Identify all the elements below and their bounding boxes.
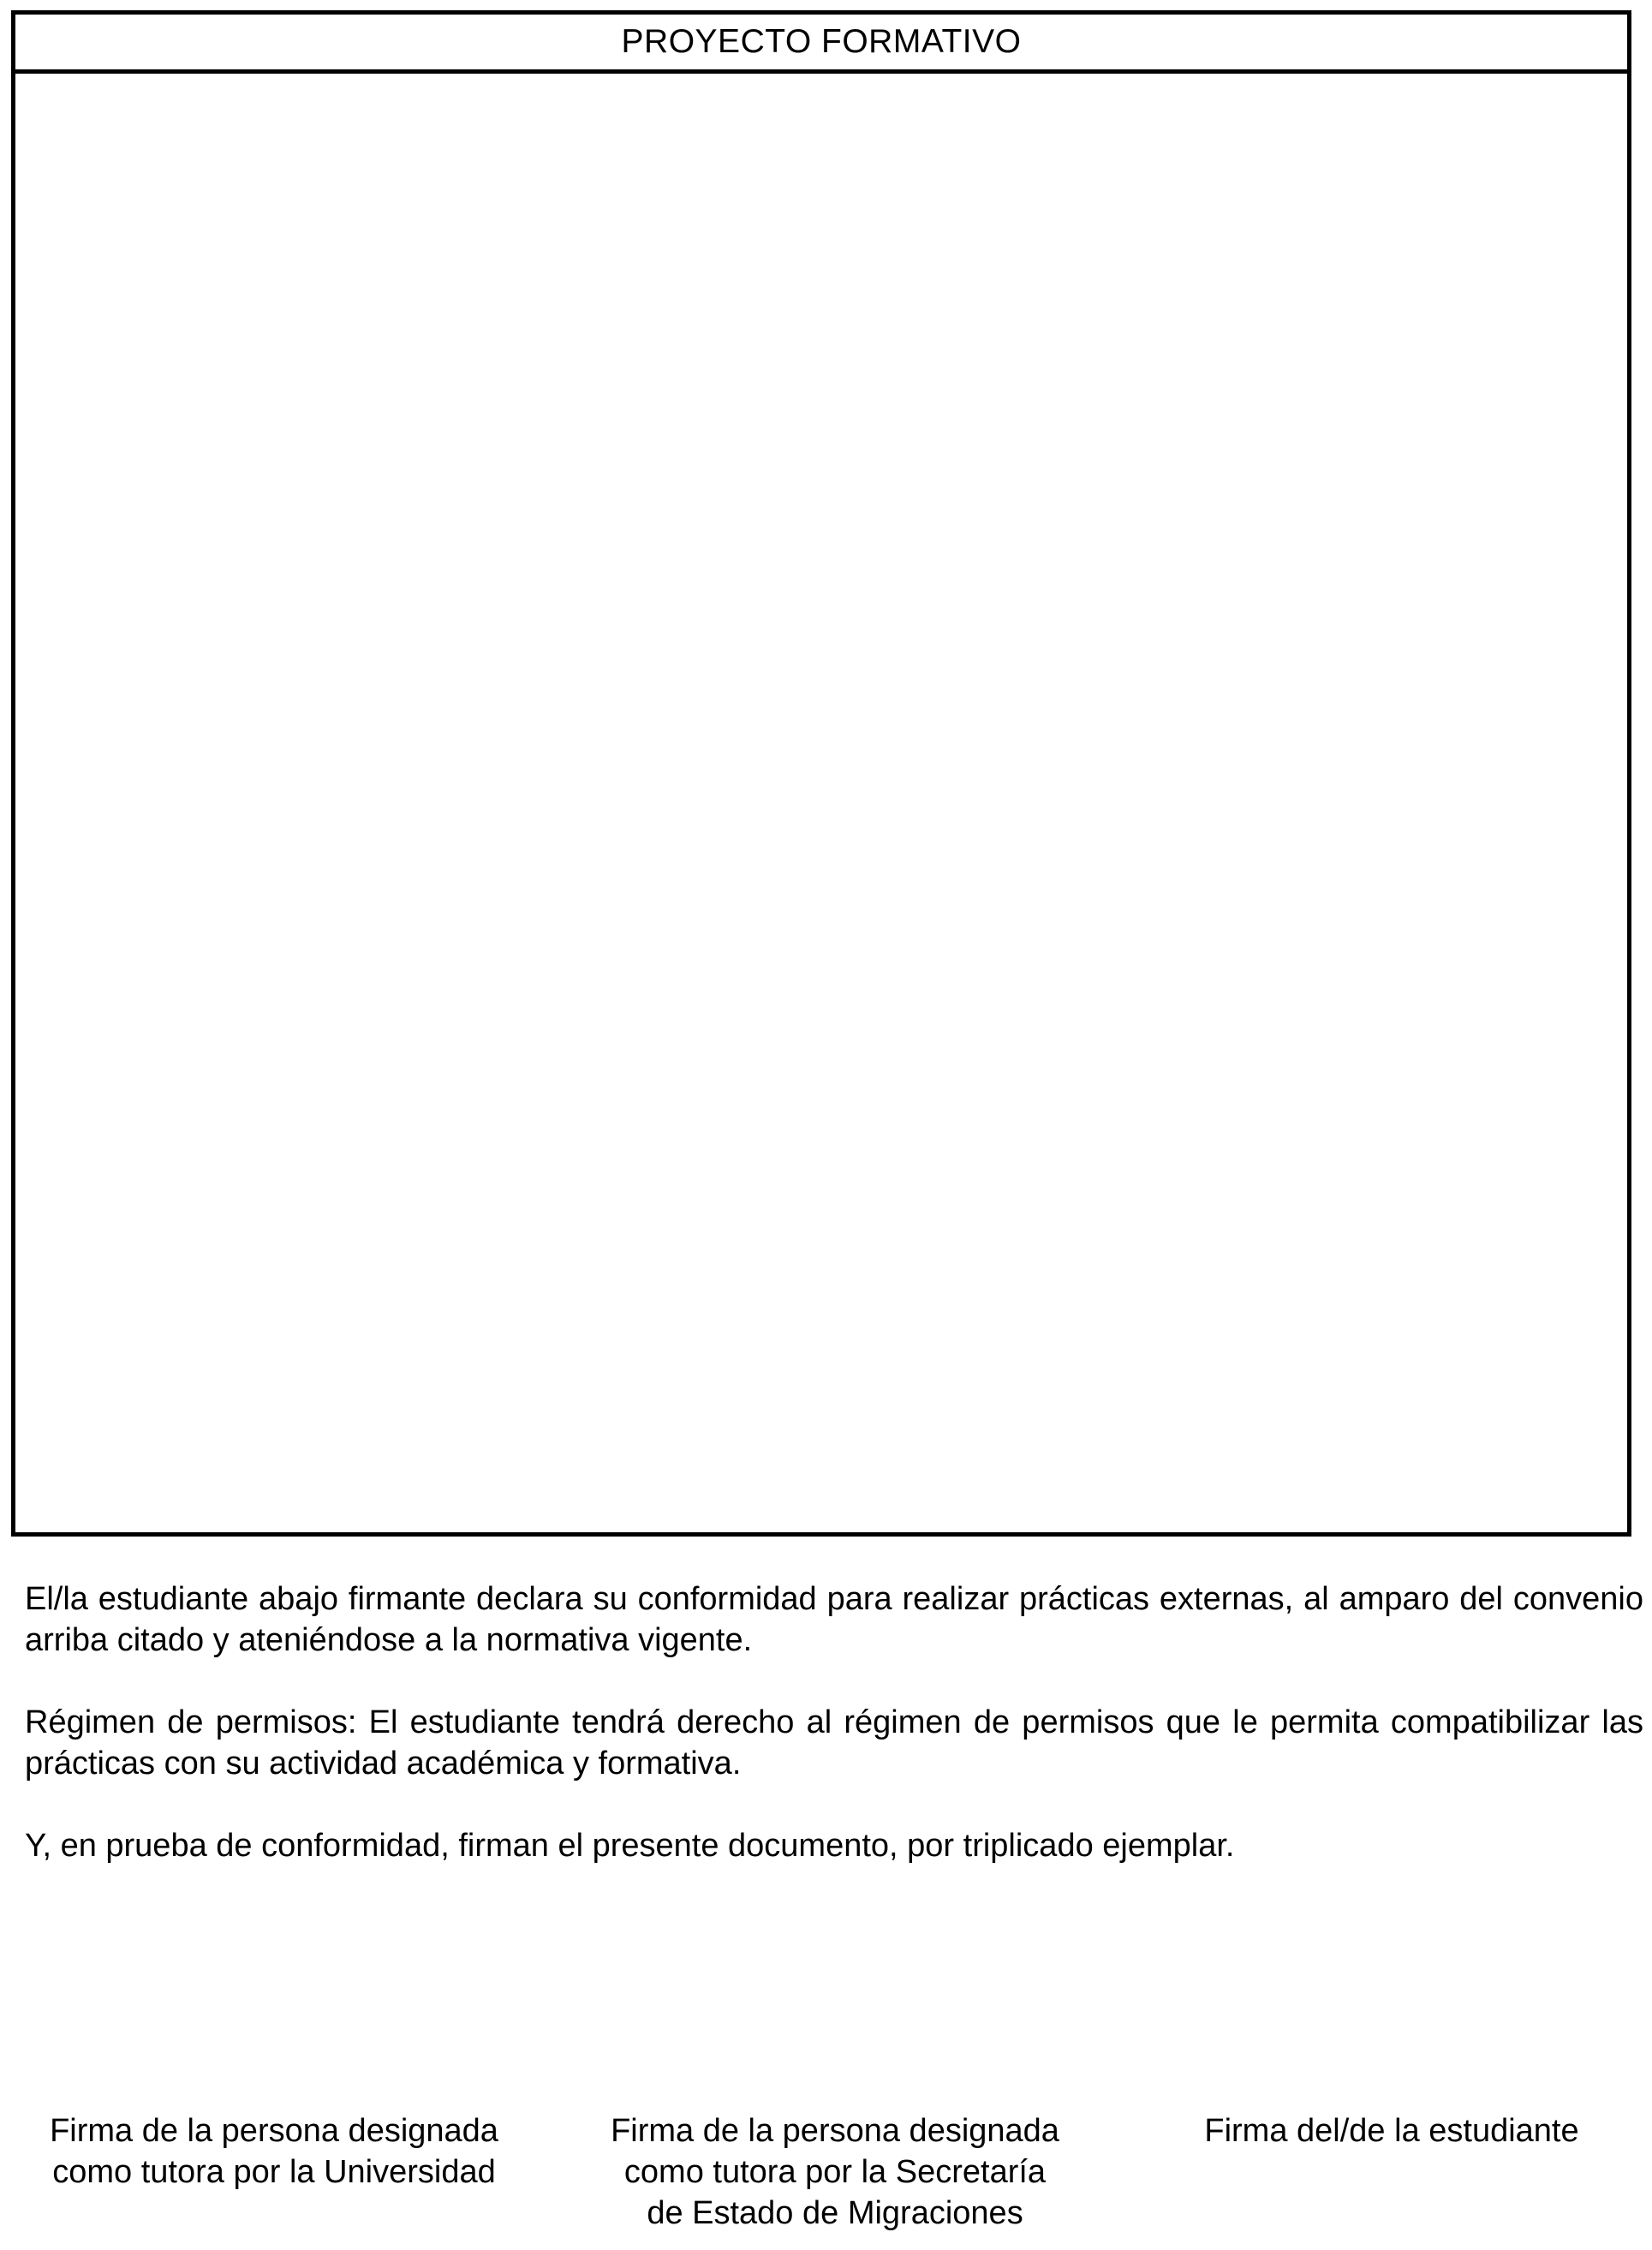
- form-content-area[interactable]: [15, 74, 1627, 1532]
- ministry-tutor-signature-label: Firma de la persona designada como tutora por la Secretaría de Estado de Migraciones: [611, 2113, 1059, 2231]
- form-title: PROYECTO FORMATIVO: [15, 15, 1627, 74]
- student-signature-label: Firma del/de la estudiante: [1204, 2113, 1579, 2149]
- permits-paragraph: Régimen de permisos: El estudiante tendrá derecho al régimen de permisos que le permita compatibilizar las prácticas con su actividad académica y formativa.: [25, 1704, 1643, 1781]
- conformity-paragraph: El/la estudiante abajo firmante declara su conformidad para realizar prácticas externas, al amparo del convenio arriba citado y ateniéndose a la normativa vigente.: [25, 1581, 1643, 1658]
- closing-paragraph: Y, en prueba de conformidad, firman el presente documento, por triplicado ejemplar.: [25, 1828, 1235, 1864]
- university-tutor-signature-label: Firma de la persona designada como tutora por la Universidad: [50, 2113, 498, 2190]
- project-form-box: [11, 10, 1631, 1537]
- declarations-section: [25, 1579, 1643, 1907]
- signatures-section: [0, 2110, 1652, 2239]
